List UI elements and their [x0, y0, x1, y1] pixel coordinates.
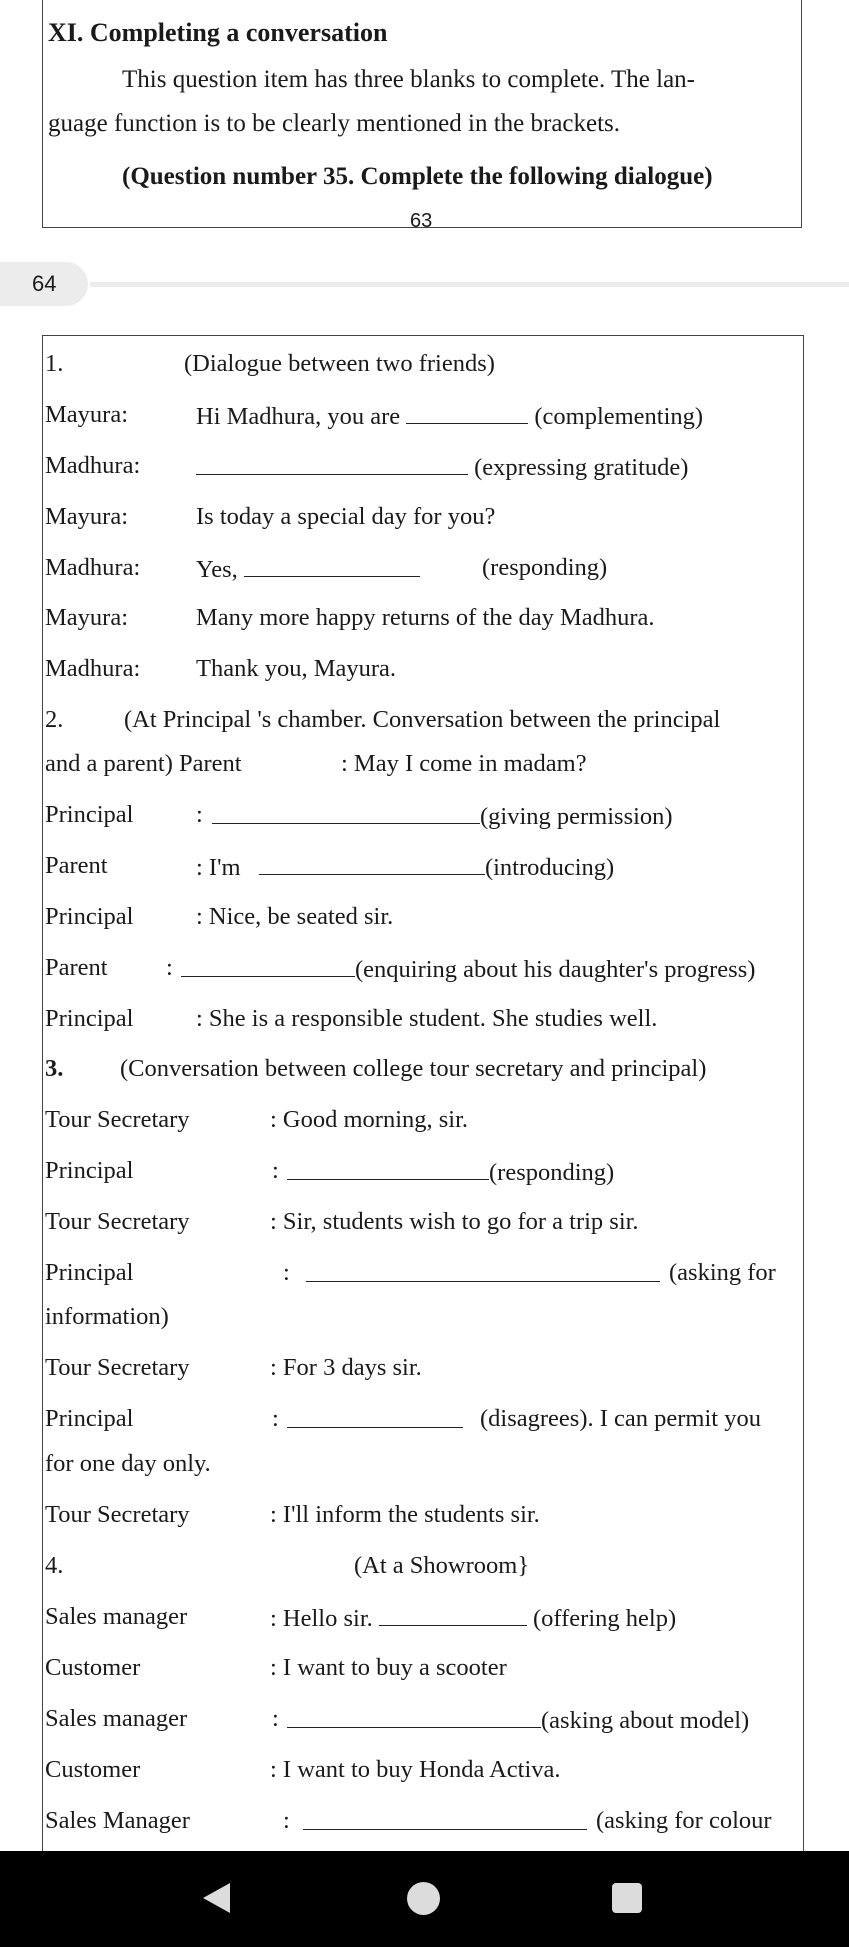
speaker: Madhura:	[45, 554, 141, 581]
function-hint: (offering help)	[533, 1605, 677, 1632]
intro-line-1: This question item has three blanks to complete. The lan-	[122, 66, 696, 93]
speaker: Madhura:	[45, 452, 141, 479]
speaker: Principal	[45, 1005, 134, 1032]
speaker: Principal	[45, 801, 134, 828]
speaker: Principal	[45, 903, 134, 930]
home-icon[interactable]	[407, 1882, 440, 1915]
line-text: : Sir, students wish to go for a trip sir.	[270, 1208, 639, 1235]
speaker: Principal	[45, 1157, 134, 1184]
speaker: Tour Secretary	[45, 1354, 190, 1381]
function-hint: (giving permission)	[480, 803, 673, 830]
speaker: Tour Secretary	[45, 1106, 190, 1133]
dialogue-line	[196, 554, 420, 584]
page-number: 63	[410, 210, 433, 232]
speaker: Customer	[45, 1654, 141, 1681]
function-hint-cont: for one day only.	[45, 1450, 211, 1477]
line-text: Thank you, Mayura.	[196, 655, 397, 682]
answer-blank[interactable]	[303, 1807, 587, 1830]
speaker: Principal	[45, 1405, 134, 1432]
answer-blank[interactable]	[406, 401, 528, 424]
section-heading: XI. Completing a conversation	[48, 18, 388, 47]
function-hint: (asking for colour	[596, 1807, 772, 1834]
line-text: : For 3 days sir.	[270, 1354, 422, 1381]
answer-blank[interactable]	[287, 1705, 541, 1728]
speaker: Mayura:	[45, 604, 128, 631]
speaker: Principal	[45, 1259, 134, 1286]
line-text: : Nice, be seated sir.	[196, 903, 394, 930]
dialogue-title: (Conversation between college tour secretary and principal)	[120, 1055, 707, 1082]
line-text: : She is a responsible student. She studies well.	[196, 1005, 658, 1032]
dialogue-title-cont: and a parent) Parent	[45, 750, 242, 777]
line-text: : I'm	[196, 854, 241, 881]
answer-blank[interactable]	[306, 1259, 660, 1282]
speaker: Madhura:	[45, 655, 141, 682]
dialogue-number: 1.	[45, 350, 64, 377]
function-hint: (responding)	[489, 1159, 615, 1186]
answer-blank[interactable]	[196, 452, 468, 475]
speaker: Sales Manager	[45, 1807, 190, 1834]
page-separator	[90, 282, 849, 287]
speaker: Sales manager	[45, 1603, 188, 1630]
answer-blank[interactable]	[379, 1603, 527, 1626]
function-hint: (responding)	[482, 554, 608, 581]
colon: :	[272, 1405, 279, 1432]
answer-blank[interactable]	[259, 852, 485, 875]
function-hint: (asking about model)	[541, 1707, 750, 1734]
line-text: : May I come in madam?	[341, 750, 587, 777]
dialogue-line	[287, 1157, 614, 1187]
colon: :	[283, 1807, 290, 1834]
line-text: Hi Madhura, you are	[196, 403, 401, 430]
line-text: Yes,	[196, 556, 238, 583]
dialogue-line	[196, 852, 614, 882]
dialogue-line	[306, 1259, 660, 1289]
dialogue-line	[212, 801, 673, 831]
function-hint: (asking for	[669, 1259, 776, 1286]
speaker: Tour Secretary	[45, 1208, 190, 1235]
speaker: Sales manager	[45, 1705, 188, 1732]
dialogue-title: (At a Showroom}	[354, 1552, 530, 1579]
answer-blank[interactable]	[244, 554, 420, 577]
function-hint: (disagrees). I can permit you	[480, 1405, 761, 1432]
line-text: : I want to buy a scooter	[270, 1654, 507, 1681]
function-hint-cont: information)	[45, 1303, 169, 1330]
speaker: Parent	[45, 954, 108, 981]
answer-blank[interactable]	[287, 1157, 489, 1180]
dialogue-line	[196, 452, 688, 482]
dialogue-title: (At Principal 's chamber. Conversation between the principal	[124, 706, 721, 733]
dialogue-line	[287, 1405, 463, 1435]
function-hint: (introducing)	[484, 854, 615, 881]
line-text: : Hello sir.	[270, 1605, 373, 1632]
dialogue-number: 3.	[45, 1055, 64, 1082]
answer-blank[interactable]	[287, 1405, 463, 1428]
speaker: Customer	[45, 1756, 141, 1783]
function-hint: (expressing gratitude)	[474, 454, 689, 481]
speaker: Mayura:	[45, 503, 128, 530]
line-text: : I want to buy Honda Activa.	[270, 1756, 561, 1783]
intro-line-2: guage function is to be clearly mentioned in the brackets.	[48, 110, 621, 137]
speaker: Mayura:	[45, 401, 128, 428]
answer-blank[interactable]	[212, 801, 480, 824]
colon: :	[272, 1705, 279, 1732]
dialogue-line	[270, 1603, 676, 1633]
speaker: Parent	[45, 852, 108, 879]
dialogue-number: 2.	[45, 706, 64, 733]
dialogue-line	[181, 954, 755, 984]
page-badge: 64	[0, 262, 88, 306]
colon: :	[196, 801, 203, 828]
line-text: Is today a special day for you?	[196, 503, 496, 530]
colon: :	[166, 954, 173, 981]
speaker: Tour Secretary	[45, 1501, 190, 1528]
colon: :	[283, 1259, 290, 1286]
line-text: : I'll inform the students sir.	[270, 1501, 540, 1528]
function-hint: (enquiring about his daughter's progress)	[355, 956, 756, 983]
dialogue-line	[303, 1807, 587, 1837]
answer-blank[interactable]	[181, 954, 355, 977]
recents-icon[interactable]	[612, 1883, 642, 1913]
instruction: (Question number 35. Complete the following dialogue)	[122, 163, 713, 190]
navigation-bar	[0, 1851, 849, 1947]
dialogue-title: (Dialogue between two friends)	[184, 350, 495, 377]
dialogue-number: 4.	[45, 1552, 64, 1579]
back-icon[interactable]	[203, 1883, 230, 1913]
line-text: : Good morning, sir.	[270, 1106, 469, 1133]
function-hint: (complementing)	[534, 403, 704, 430]
line-text: Many more happy returns of the day Madhura.	[196, 604, 655, 631]
dialogue-line	[287, 1705, 749, 1735]
dialogue-line	[196, 401, 703, 431]
colon: :	[272, 1157, 279, 1184]
